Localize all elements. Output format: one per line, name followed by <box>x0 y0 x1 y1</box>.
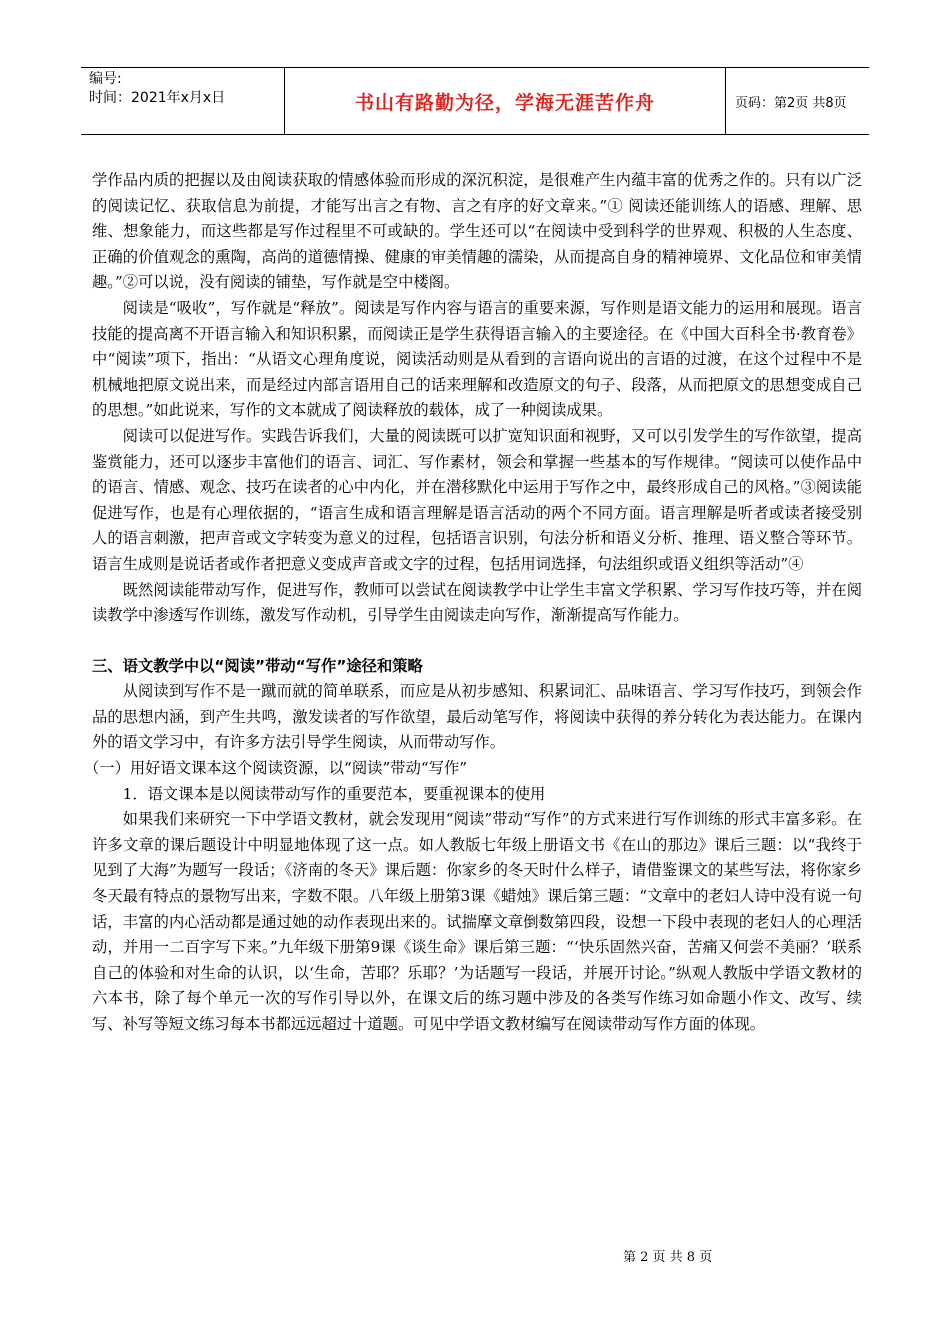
document-number-label: 编号: <box>89 71 122 87</box>
list-item: 1．语文课本是以阅读带动写作的重要范本，要重视课本的使用 <box>122 784 546 803</box>
paragraph: 从阅读到写作不是一蹴而就的简单联系，而应是从初步感知、积累词汇、品味语言、学习写作技巧，到领会作品的思想内涵，到产生共鸣，激发读者的写作欲望，最后动笔写作，将阅读中获得的养分转化为表达能力。在课内外的语文学习中，有许多方法引导学生阅读，从而带动写作。 <box>92 682 862 752</box>
paragraph: 既然阅读能带动写作，促进写作，教师可以尝试在阅读教学中让学生丰富文学积累、学习写作技巧等，并在阅读教学中渗透写作训练，激发写作动机，引导学生由阅读走向写作，渐渐提高写作能力。 <box>92 580 862 625</box>
paragraph: 如果我们来研究一下中学语文教材，就会发现用“阅读”带动“写作”的方式来进行写作训练的形式丰富多彩。在许多文章的课后题设计中明显地体现了这一点。如人教版七年级上册语文书《在山的那边》课后三题：以“我终于见到了大海”为题写一段话；《济南的冬天》课后题：你家乡的冬天时什么样子，请借鉴课文的某些写法，将你家乡冬天最有特点的景物写出来，字数不限。八年级上册第3课《蜡烛》课后第三题：“文章中的老妇人诗中没有说一句话，丰富的内心活动都是通过她的动作表现出来的。试揣摩文章倒数第四段，设想一下段中表现的老妇人的心理活动，并用一二百字写下来。”九年级下册第9课《谈生命》课后第三题：“‘快乐固然兴奋，苦痛又何尝不美丽？’联系自己的体验和对生命的认识，以‘生命，苦耶？乐耶？’为话题写一段话，并展开讨论。”纵观人教版中学语文教材的六本书，除了每个单元一次的写作引导以外，在课文后的练习题中涉及的各类写作练习如命题小作文、改写、续写、补写等短文练习每本书都远远超过十道题。可见中学语文教材编写在阅读带动写作方面的体现。 <box>92 810 862 1033</box>
paragraph: 阅读是“吸收”，写作就是“释放”。阅读是写作内容与语言的重要来源，写作则是语文能力的运用和展现。语言技能的提高离不开语言输入和知识积累，而阅读正是学生获得语言输入的主要途径。在《中国大百科全书·教育卷》中“阅读”项下，指出：“从语文心理角度说，阅读活动则是从看到的言语向说出的言语的过渡，在这个过程中不是机械地把原文说出来，而是经过内部言语用自己的话来理解和改造原文的句子、段落，从而把原文的思想变成自己的思想。”如此说来，写作的文本就成了阅读释放的载体，成了一种阅读成果。 <box>92 298 862 420</box>
header-page-number: 页码：第2页 共8页 <box>735 96 847 111</box>
paragraph: 学作品内质的把握以及由阅读获取的情感体验而形成的深沉积淀，是很难产生内蕴丰富的优秀之作的。只有以广泛的阅读记忆、获取信息为前提，才能写出言之有物、言之有序的好文章来。”① 阅读还能训练人的语感、理解、思维、想象能力，而这些都是写作过程里不可或缺的。学生还可以“在阅读中受到科学的世界观、积极的人生态度、正确的价值观念的熏陶，高尚的道德情操、健康的审美情趣的濡染，从而提高自身的精神境界、文化品位和审美情趣。”②可以说，没有阅读的铺垫，写作就是空中楼阁。 <box>92 171 862 292</box>
page-header <box>81 67 869 135</box>
subsection-heading: （一）用好语文课本这个阅读资源，以“阅读”带动“写作” <box>84 759 468 778</box>
paragraph: 阅读可以促进写作。实践告诉我们，大量的阅读既可以扩宽知识面和视野，又可以引发学生的写作欲望，提高鉴赏能力，还可以逐步丰富他们的语言、词汇、写作素材，领会和掌握一些基本的写作规律。“阅读可以使作品中的语言、情感、观念、技巧在读者的心中内化，并在潜移默化中运用于写作之中，最终形成自己的风格。”③阅读能促进写作，也是有心理依据的，“语言生成和语言理解是语言活动的两个不同方面。语言理解是听者或读者接受别人的语言刺激，把声音或文字转变为意义的过程，包括语言识别，句法分析和语义分析、推理、语义整合等环节。语言生成则是说话者或作者把意义变成声音或文字的过程，包括用词选择，句法组织或语义组织等活动”④ <box>92 426 862 573</box>
document-date-label: 时间：2021年x月x日 <box>89 90 226 106</box>
section-heading: 三、语文教学中以“阅读”带动“写作”途径和策略 <box>92 656 423 675</box>
page-footer: 第 2 页 共 8 页 <box>623 1250 713 1265</box>
header-meta <box>89 70 225 108</box>
header-motto: 书山有路勤为径，学海无涯苦作舟 <box>284 68 726 134</box>
document-body <box>84 168 862 1038</box>
